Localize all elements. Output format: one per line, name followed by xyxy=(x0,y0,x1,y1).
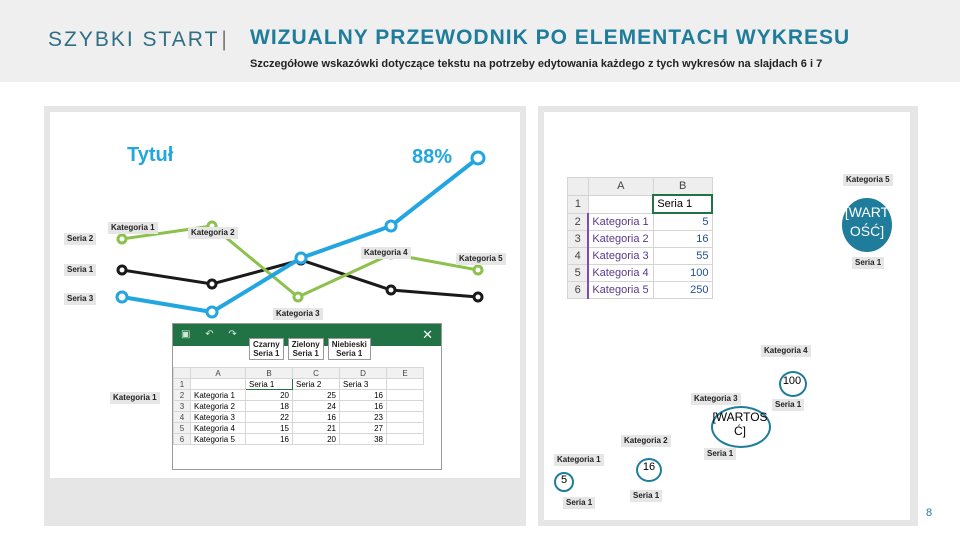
table-row: 2 Kategoria 1 20 25 16 xyxy=(174,390,424,401)
value-label-mid: [WARTOS Ć] xyxy=(712,410,768,438)
right-label-seria1-k3: Seria 1 xyxy=(772,399,804,411)
table-row: 3 Kategoria 2 18 24 16 xyxy=(174,401,424,412)
right-label-kategoria2: Kategoria 2 xyxy=(621,435,671,447)
left-label-kategoria3: Kategoria 3 xyxy=(273,308,323,320)
series1-line xyxy=(122,260,478,297)
table-row: 4 Kategoria 3 55 xyxy=(568,248,713,265)
series3-point xyxy=(207,307,217,317)
table-row: 4 Kategoria 3 22 16 23 xyxy=(174,412,424,423)
series3-point xyxy=(117,292,127,302)
series-tag-green: Zielony Seria 1 xyxy=(288,338,324,360)
table-row: 1 Seria 1 xyxy=(568,195,713,213)
page-number: 8 xyxy=(926,507,933,519)
right-label-kategoria5: Kategoria 5 xyxy=(843,174,893,186)
value-label-5: 5 xyxy=(560,474,568,486)
series-tag-blue: Niebieski Seria 1 xyxy=(328,338,371,360)
series3-point xyxy=(296,253,306,263)
series1-point xyxy=(118,266,126,274)
right-label-seria1-k5: Seria 1 xyxy=(852,257,884,269)
left-label-seria2: Seria 2 xyxy=(64,233,96,245)
right-label-seria1-k1: Seria 1 xyxy=(630,490,662,502)
left-chart-title: Tytuł xyxy=(127,144,174,166)
left-label-kategoria1-bottom: Kategoria 1 xyxy=(110,392,160,404)
value-label-top: [WART OŚĆ] xyxy=(844,204,890,239)
right-label-kategoria1: Kategoria 1 xyxy=(554,454,604,466)
series-tag-black: Czarny Seria 1 xyxy=(249,338,284,360)
brand-title: SZYBKI START| xyxy=(48,28,229,51)
left-chart-highlight: 88% xyxy=(412,146,453,168)
excel-data-window[interactable] xyxy=(172,323,442,470)
excel-right-grid[interactable]: A B 1 Seria 1 2 Kategoria 1 5 3 Kategoria 2 16 4 Kategoria 3 55 5 Kategoria 4 100 6 Kategoria 5 250 xyxy=(567,177,713,299)
excel-right-grid-container[interactable] xyxy=(567,177,713,299)
table-row: 5 Kategoria 4 15 21 27 xyxy=(174,423,424,434)
right-label-kategoria4: Kategoria 4 xyxy=(761,345,811,357)
series3-point xyxy=(386,221,396,231)
series-tags xyxy=(249,338,371,360)
left-label-kategoria5: Kategoria 5 xyxy=(456,253,506,265)
series3-point xyxy=(472,152,484,164)
table-row: 6 Kategoria 5 250 xyxy=(568,282,713,299)
series2-point xyxy=(294,293,302,301)
series2-point xyxy=(118,235,126,243)
left-label-kategoria1-top: Kategoria 1 xyxy=(108,222,158,234)
close-icon[interactable]: ✕ xyxy=(422,327,433,342)
series1-point xyxy=(387,286,395,294)
left-label-kategoria2: Kategoria 2 xyxy=(188,227,238,239)
left-label-seria3: Seria 3 xyxy=(64,293,96,305)
right-label-seria1-k2: Seria 1 xyxy=(704,448,736,460)
series1-point xyxy=(208,280,216,288)
right-label-seria1-k0: Seria 1 xyxy=(563,497,595,509)
series1-point xyxy=(474,293,482,301)
left-label-kategoria4: Kategoria 4 xyxy=(361,247,411,259)
table-row: 1 Seria 1 Seria 2 Seria 3 xyxy=(174,379,424,390)
table-row: 3 Kategoria 2 16 xyxy=(568,231,713,248)
series2-point xyxy=(474,266,482,274)
left-label-seria1: Seria 1 xyxy=(64,264,96,276)
excel-quick-access-icons: ▣ ↶ ↷ xyxy=(181,329,243,340)
value-label-100: 100 xyxy=(782,375,802,387)
table-row: 2 Kategoria 1 5 xyxy=(568,213,713,231)
table-row: 6 Kategoria 5 16 20 38 xyxy=(174,434,424,445)
slide-title: WIZUALNY PRZEWODNIK PO ELEMENTACH WYKRESU xyxy=(250,26,851,49)
right-label-kategoria3: Kategoria 3 xyxy=(691,393,741,405)
slide-subtitle: Szczegółowe wskazówki dotyczące tekstu na potrzeby edytowania każdego z tych wykresów na slajdach 6 i 7 xyxy=(250,58,823,70)
table-row: 5 Kategoria 4 100 xyxy=(568,265,713,282)
value-label-16: 16 xyxy=(642,461,656,473)
series3-line xyxy=(122,158,478,312)
excel-left-grid[interactable]: A B C D E 1 Seria 1 Seria 2 Seria 3 2 Kategoria 1 20 25 16 3 Kategoria 2 18 24 16 4 Kategoria 3 22 16 23 5 Kategoria 4 15 21 27 6 Kategoria 5 16 20 38 xyxy=(173,367,424,445)
